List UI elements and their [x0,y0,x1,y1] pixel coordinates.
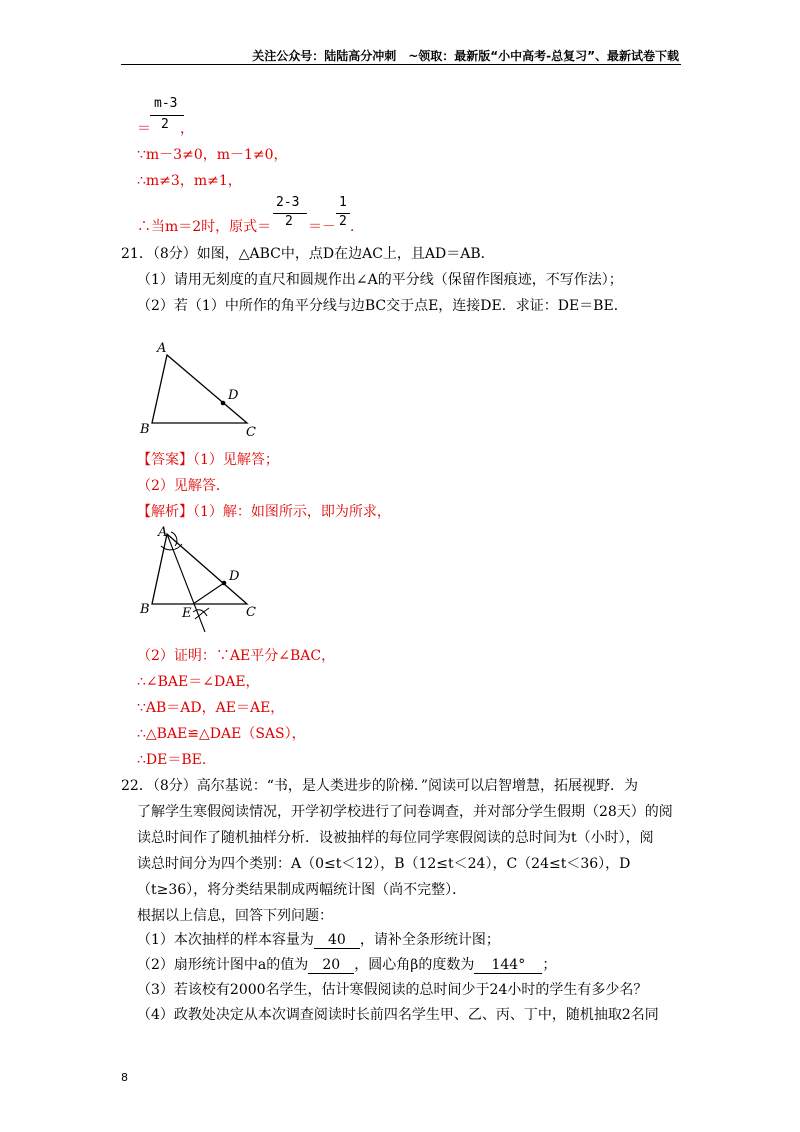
label-c: C [246,425,256,440]
solution-line-3: ∴m≠3，m≠1， [137,173,242,189]
proof-line-1: （2）证明：∵AE平分∠BAC， [137,648,336,664]
analysis-label: 【解析】 [137,504,193,520]
q22-line-4: 读总时间分为四个类别：A（0≤t＜12），B（12≤t＜24），C（24≤t＜36），D [137,856,631,872]
label-e: E [182,606,192,621]
analysis-line [137,501,391,521]
q22-part1-prefix: （1）本次抽样的样本容量为 [137,932,314,948]
q22-line-5: （t≥36），将分类结果制成两幅统计图（尚不完整）． [137,882,467,898]
answer-tag [137,449,279,469]
fraction-numerator: m-3 [154,96,178,111]
answer-blank: 144° [474,957,542,974]
q22-line-2: 了解学生寒假阅读情况，开学初学校进行了问卷调查，并对部分学生假期（28天）的阅 [137,804,673,820]
point-d [221,401,226,406]
q22-part4: （4）政教处决定从本次调查阅读时长前四名学生甲、乙、丙、丁中，随机抽取2名同 [137,1007,659,1023]
period: ． [350,219,364,235]
label-b: B [140,602,150,617]
q22-line-6: 根据以上信息，回答下列问题： [137,908,333,924]
answer-label: 【答案】 [137,452,193,468]
fraction-numerator: 2-3 [276,195,300,210]
label-b: B [140,422,150,437]
fraction-denominator: 2 [339,214,347,229]
equals-minus: ＝－ [308,219,336,235]
q21-part1: （1）请用无刻度的直尺和圆规作出∠A的平分线（保留作图痕迹，不写作法）； [137,272,623,288]
q22-part1 [137,929,500,949]
fraction-bar [150,115,184,116]
label-d: D [229,569,240,584]
q22-part2-mid: ，圆心角β的度数为 [354,957,475,973]
q21-stem: 21．（8分）如图，△ABC中，点D在边AC上，且AD＝AB． [121,246,495,262]
answer-1: （1）见解答； [193,452,279,468]
q22-part2 [137,954,556,974]
solution-line-2: ∵m－3≠0，m－1≠0， [137,147,288,163]
label-a: A [158,525,168,540]
proof-line-2: ∴∠BAE＝∠DAE， [137,674,260,690]
fraction-denominator: 2 [285,214,293,229]
fraction-denominator: 2 [161,117,169,132]
analysis-1: （1）解：如图所示，即为所求， [193,504,391,520]
label-a: A [157,341,167,356]
q22-line-3: 读总时间作了随机抽样分析．设被抽样的每位同学寒假阅读的总时间为t（小时），阅 [137,830,654,846]
q22-part3: （3）若该校有2000名学生，估计寒假阅读的总时间少于24小时的学生有多少名？ [137,982,648,998]
construction-figure [135,520,265,635]
proof-line-4: ∴△BAE≌△DAE（SAS）， [137,726,306,742]
proof-line-3: ∵AB＝AD，AE＝AE， [137,700,285,716]
q22-part2-prefix: （2）扇形统计图中a的值为 [137,957,309,973]
answer-blank: 20 [308,957,354,974]
comma: ， [180,121,194,137]
segment-de [193,583,224,604]
fraction-numerator: 1 [339,195,347,210]
page-header: 关注公众号：陆陆高分冲刺 ~领取：最新版“小中高考-总复习”、最新试卷下载 [252,49,679,63]
q21-part2: （2）若（1）中所作的角平分线与边BC交于点E，连接DE．求证：DE＝BE． [137,298,628,314]
page-number: 8 [121,1071,128,1084]
header-divider [121,64,681,65]
solution-line-4: ∴当m＝2时，原式＝ [137,219,272,235]
proof-line-5: ∴DE＝BE． [137,752,216,768]
answer-2: （2）见解答． [137,478,230,494]
label-d: D [228,388,239,403]
triangle-figure [135,338,265,440]
answer-blank: 40 [314,932,360,949]
q22-part2-suffix: ； [542,957,557,973]
q22-line-1: 22．（8分）高尔基说：“书，是人类进步的阶梯．”阅读可以启智增慧，拓展视野．为 [121,778,639,794]
point-d [222,581,227,586]
equals-sign: ＝ [137,121,151,137]
label-c: C [246,605,256,620]
q22-part1-suffix: ，请补全条形统计图； [359,932,500,948]
